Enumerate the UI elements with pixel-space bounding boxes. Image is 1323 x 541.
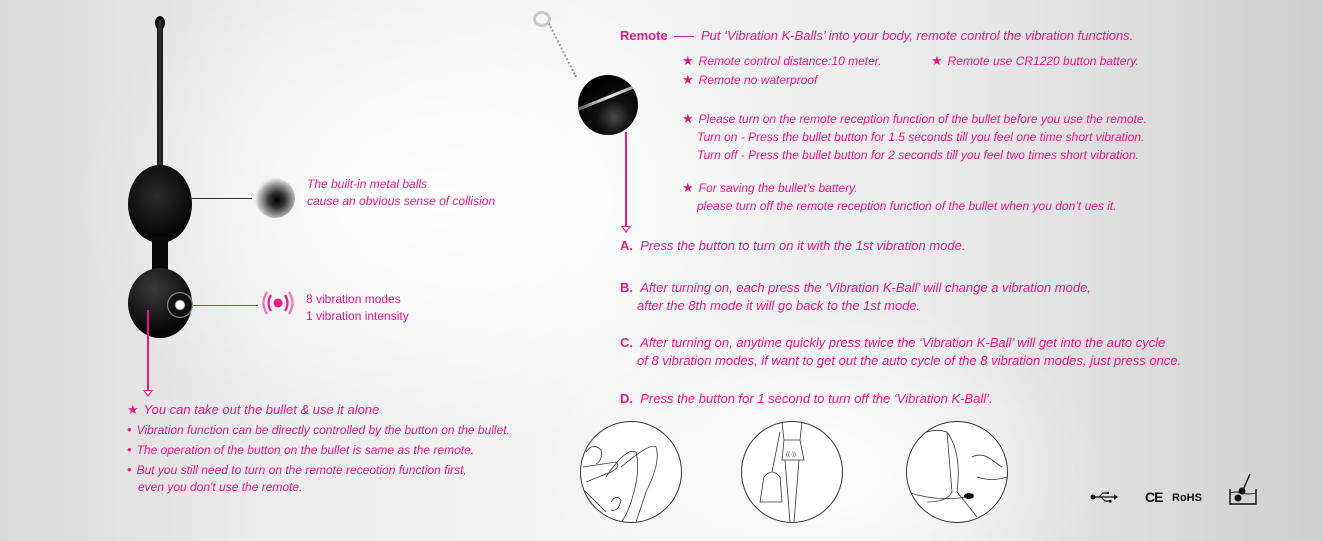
reception-note-title: Please turn on the remote reception function of the bullet before you use the remote. xyxy=(698,112,1147,126)
usage-lying-illustration xyxy=(580,421,682,523)
remote-intro: Put ‘Vibration K-Balls’ into your body, remote control the vibration functions. xyxy=(700,28,1134,43)
remote-spec-waterproof xyxy=(682,71,817,89)
step-letter: D xyxy=(620,391,630,406)
remote-spec-distance xyxy=(682,52,882,70)
step-a: A. Press the button to turn on it with the 1st vibration mode. xyxy=(620,238,966,253)
bullet-item xyxy=(127,441,587,459)
remote-spec-text: Remote control distance:10 meter. xyxy=(698,54,882,68)
ce-mark: CE xyxy=(1145,489,1163,505)
bullet-item-text: Vibration function can be directly controlled by the button on the bullet. xyxy=(136,423,510,437)
metal-ball-leader-line xyxy=(192,198,252,199)
step-b: B. After turning on, each press the ‘Vibration K-Ball’ will change a vibration mode, after the 8th mode it will go back to the 1st mode. xyxy=(620,280,1091,313)
battery-note xyxy=(682,179,1117,215)
bullet-section xyxy=(127,401,587,496)
retrieval-cord xyxy=(157,20,163,180)
battery-note-body: please turn off the remote reception function of the bullet when you don’t ues it. xyxy=(697,199,1117,213)
metal-ball-caption-line: cause an obvious sense of collision xyxy=(307,194,496,208)
bullet-item xyxy=(127,461,587,479)
vibration-leader-line xyxy=(193,305,258,306)
vibration-caption xyxy=(306,291,409,325)
step-text: After turning on, each press the ‘Vibration K-Ball’ will change a vibration mode, xyxy=(640,280,1091,295)
step-d: D. Press the button for 1 second to turn off the ‘Vibration K-Ball’. xyxy=(620,391,993,406)
star-icon: ★ xyxy=(682,180,694,195)
insertion-figure-icon xyxy=(907,422,1007,522)
remote-arrow-head xyxy=(621,226,631,233)
star-icon: ★ xyxy=(127,402,139,417)
remote-spec-battery xyxy=(931,52,1139,70)
metal-ball-caption-line: The built-in metal balls xyxy=(307,177,428,191)
rohs-mark: RoHS xyxy=(1172,492,1202,504)
step-text: Press the button for 1 second to turn off the ‘Vibration K-Ball’. xyxy=(640,391,993,406)
remote-dash xyxy=(674,36,694,37)
remote-label: Remote xyxy=(620,28,668,43)
walking-figure-icon xyxy=(742,422,842,522)
step-c: C. After turning on, anytime quickly press twice the ‘Vibration K-Ball’ will get into the auto cycle of 8 vibration modes, if want to get out the auto cycle of the 8 vibration modes, just press once. xyxy=(620,335,1182,368)
vibration-intensity-text: 1 vibration intensity xyxy=(306,309,409,323)
remote-chain xyxy=(548,22,579,77)
svg-text:((·)): ((·)) xyxy=(786,452,796,458)
metal-ball-caption xyxy=(307,176,495,210)
bullet-dot-icon: • xyxy=(127,462,132,477)
usage-walking-illustration xyxy=(741,421,843,523)
remote-spec-text: Remote no waterproof xyxy=(698,73,818,87)
usb-icon xyxy=(1090,491,1118,503)
lying-figure-icon xyxy=(581,422,681,522)
bullet-item-text: But you still need to turn on the remote receotion function first, xyxy=(136,463,467,477)
reception-turn-off: Turn off - Press the bullet button for 2 seconds till you feel two times short vibration. xyxy=(697,148,1139,162)
remote-control-image xyxy=(578,75,638,135)
remote-spec-text: Remote use CR1220 button battery. xyxy=(947,54,1139,68)
step-letter: A xyxy=(620,238,630,253)
star-icon: ★ xyxy=(931,53,943,68)
remote-header xyxy=(620,27,1133,44)
bullet-button xyxy=(167,292,193,318)
bullet-dot-icon: • xyxy=(127,422,132,437)
metal-ball-image xyxy=(255,178,295,218)
vibration-icon xyxy=(258,288,298,318)
bullet-dot-icon: • xyxy=(127,442,132,457)
vibration-modes-text: 8 vibration modes xyxy=(306,292,401,306)
star-icon: ★ xyxy=(682,72,694,87)
star-icon: ★ xyxy=(682,111,694,126)
upper-ball xyxy=(128,165,192,243)
bullet-arrow-line xyxy=(147,310,149,392)
step-text: after the 8th mode it will go back to the 1st mode. xyxy=(637,298,921,313)
usage-insertion-illustration xyxy=(906,421,1008,523)
step-text: of 8 vibration modes, if want to get out the auto cycle of the 8 vibration modes, just press once. xyxy=(637,353,1182,368)
reception-note xyxy=(682,110,1147,164)
bullet-arrow-head xyxy=(143,390,153,397)
bullet-item xyxy=(127,421,587,439)
battery-note-title: For saving the bullet’s battery. xyxy=(698,181,858,195)
bullet-section-title xyxy=(127,401,587,418)
step-text: After turning on, anytime quickly press twice the ‘Vibration K-Ball’ will get into the auto cycle xyxy=(640,335,1166,350)
remote-arrow-line xyxy=(625,132,627,228)
reception-turn-on: Turn on - Press the bullet button for 1.5 seconds till you feel one time short vibration. xyxy=(697,130,1145,144)
step-letter: C xyxy=(620,335,630,350)
step-letter: B xyxy=(620,280,630,295)
step-text: Press the button to turn on it with the 1st vibration mode. xyxy=(640,238,966,253)
waterproof-icon xyxy=(1228,472,1258,506)
star-icon: ★ xyxy=(682,53,694,68)
bullet-item-text: The operation of the button on the bullet is same as the remote. xyxy=(136,443,475,457)
bullet-section-title-text: You can take out the bullet & use it alone xyxy=(143,402,380,417)
bullet-item-continuation: even you don't use the remote. xyxy=(138,480,303,494)
